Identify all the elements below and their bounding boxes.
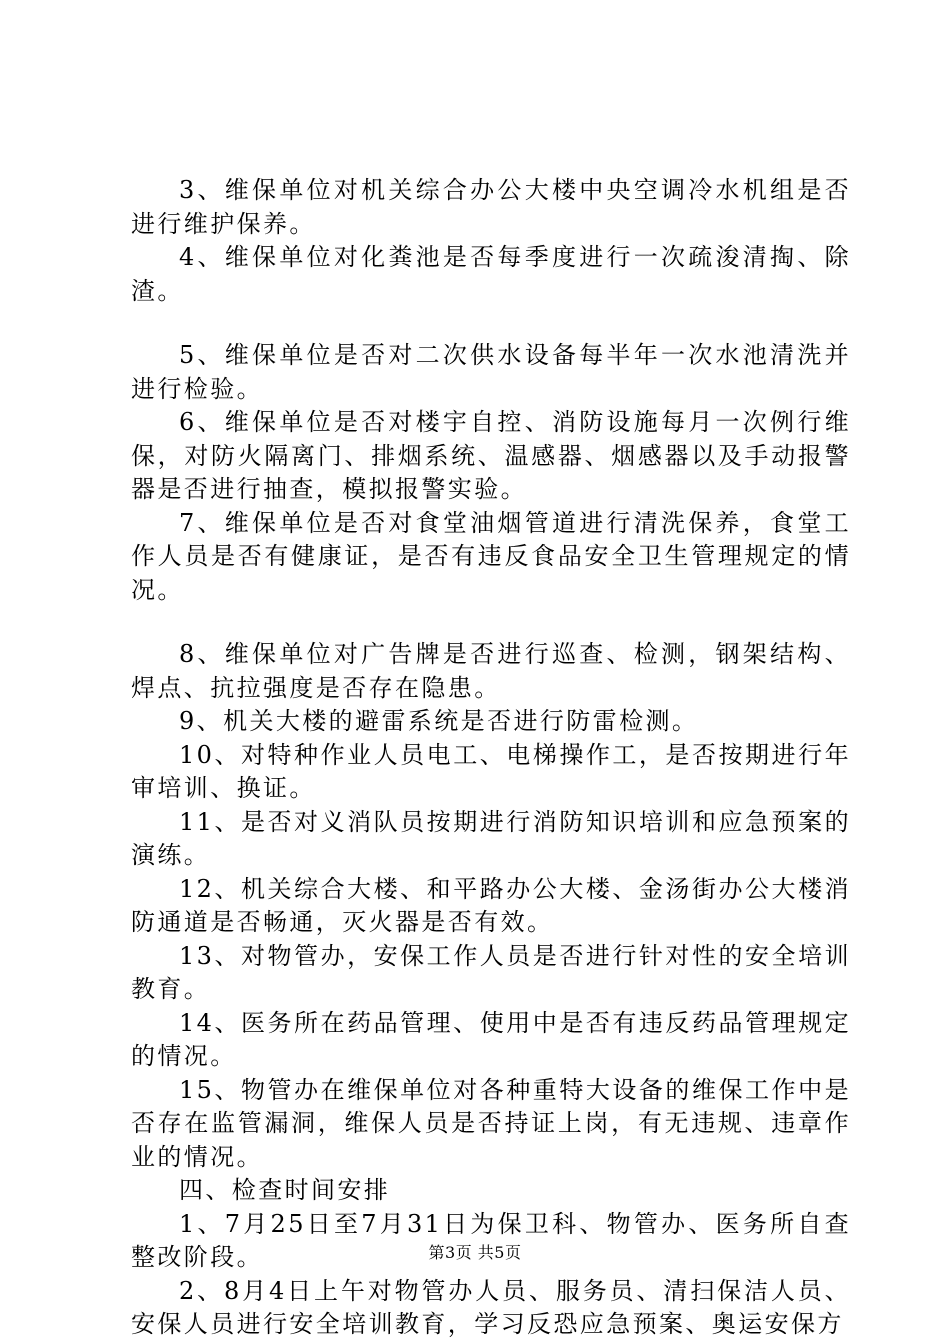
paragraph: 7、维保单位是否对食堂油烟管道进行清洗保养，食堂工作人员是否有健康证，是否有违反食品安全卫生管理规定的情况。 <box>131 508 851 604</box>
section-heading: 四、检查时间安排 <box>179 1176 391 1204</box>
paragraph: 15、物管办在维保单位对各种重特大设备的维保工作中是否存在监管漏洞，维保人员是否持证上岗，有无违规、违章作业的情况。 <box>131 1075 851 1171</box>
paragraph: 5、维保单位是否对二次供水设备每半年一次水池清洗并进行检验。 <box>131 341 851 403</box>
paragraph: 4、维保单位对化粪池是否每季度进行一次疏浚清掏、除渣。 <box>131 243 851 305</box>
paragraph: 3、维保单位对机关综合办公大楼中央空调冷水机组是否进行维护保养。 <box>131 176 851 238</box>
paragraph: 10、对特种作业人员电工、电梯操作工，是否按期进行年审培训、换证。 <box>131 740 851 802</box>
paragraph: 6、维保单位是否对楼宇自控、消防设施每月一次例行维保，对防火隔离门、排烟系统、温感器、烟感器以及手动报警器是否进行抽查，模拟报警实验。 <box>131 408 851 503</box>
paragraph: 1、7月25日至7月31日为保卫科、物管办、医务所自查整改阶段。 <box>131 1209 851 1271</box>
paragraph: 12、机关综合大楼、和平路办公大楼、金汤街办公大楼消防通道是否畅通，灭火器是否有效。 <box>131 874 851 936</box>
document-body <box>131 174 851 1342</box>
page-number-footer: 第3页 共5页 <box>428 1243 522 1262</box>
paragraph: 11、是否对义消队员按期进行消防知识培训和应急预案的演练。 <box>131 807 851 869</box>
paragraph: 13、对物管办，安保工作人员是否进行针对性的安全培训教育。 <box>131 941 851 1003</box>
paragraph: 8、维保单位对广告牌是否进行巡查、检测，钢架结构、焊点、抗拉强度是否存在隐患。 <box>131 640 851 702</box>
paragraph: 14、医务所在药品管理、使用中是否有违反药品管理规定的情况。 <box>131 1008 851 1070</box>
paragraph: 2、8月4日上午对物管办人员、服务员、清扫保洁人员、安保人员进行安全培训教育，学习反恐应急预案、奥运安保方 <box>131 1276 851 1338</box>
paragraph: 9、机关大楼的避雷系统是否进行防雷检测。 <box>179 707 699 735</box>
